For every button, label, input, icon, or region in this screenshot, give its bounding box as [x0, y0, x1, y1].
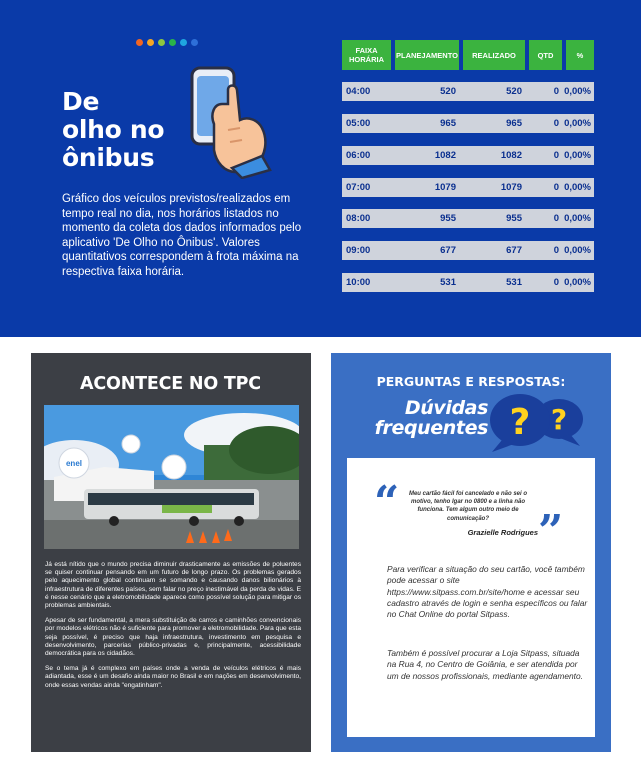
table-row	[342, 146, 594, 165]
cell-hour: 05:00	[346, 118, 371, 129]
color-dot	[136, 39, 143, 46]
faq-kicker: PERGUNTAS E RESPOSTAS:	[376, 374, 566, 389]
cell-done: 520	[506, 86, 522, 97]
hero-description: Gráfico dos veículos previstos/realizados em tempo real no dia, nos horários listados no momento da coleta dos dados informados pelo aplicativo 'De Olho no Ônibus'. Valores quantitativos correspondem à frota máxima na respectiva faixa horária.	[62, 193, 302, 278]
table-row	[342, 178, 594, 197]
quote-open-icon: “	[374, 477, 400, 528]
article-paragraph: Apesar de ser fundamental, a mera substituição de carros e caminhões convencionais por modelos elétricos não é suficiente para promover a eletromobilidade. Para que esta seja possível, é preciso que haja infraestrutura, investimento em pesquisa e desenvolvimento, parcerias público-privadas e, principalmente, acessibilidade democrática para os cidadãos.	[45, 617, 301, 658]
cell-percent: 0,00%	[564, 213, 591, 224]
cell-qtd: 0	[553, 86, 559, 97]
cell-done: 965	[506, 118, 522, 129]
cell-planned: 677	[440, 245, 456, 256]
cell-percent: 0,00%	[564, 182, 591, 193]
cell-hour: 06:00	[346, 150, 371, 161]
svg-text:?: ?	[550, 403, 568, 436]
svg-text:?: ?	[509, 402, 531, 443]
header-realizado: REALIZADO	[463, 40, 525, 70]
cell-qtd: 0	[553, 182, 559, 193]
cell-percent: 0,00%	[564, 245, 591, 256]
color-dot	[147, 39, 154, 46]
table-row	[342, 82, 594, 101]
balloon-logo: enel	[65, 459, 83, 468]
cell-percent: 0,00%	[564, 150, 591, 161]
cell-done: 955	[506, 213, 522, 224]
cell-done: 677	[506, 245, 522, 256]
cell-qtd: 0	[553, 245, 559, 256]
cell-planned: 955	[440, 213, 456, 224]
news-article	[45, 561, 301, 697]
cell-hour: 09:00	[346, 245, 371, 256]
cell-percent: 0,00%	[564, 86, 591, 97]
header-faixa: FAIXA HORÁRIA	[342, 40, 391, 70]
header-planejamento: PLANEJAMENTO	[395, 40, 459, 70]
cell-planned: 1079	[434, 182, 456, 193]
table-row	[342, 273, 594, 292]
cell-done: 531	[506, 277, 522, 288]
cell-hour: 07:00	[346, 182, 371, 193]
faq-answer-paragraph: Também é possível procurar a Loja Sitpass, situada na Rua 4, no Centro de Goiânia, e ser atendida por um de nossos profissionais, mediante agendamento.	[387, 648, 583, 681]
cell-planned: 1082	[434, 150, 456, 161]
color-dots	[136, 39, 198, 46]
faq-question: Meu cartão fácil foi cancelado e não sei o motivo, tenho lgar no 0800 e a linha não funciona. Tem algum outro meio de comunicação?	[408, 491, 528, 522]
table-row	[342, 114, 594, 133]
question-bubbles-icon	[486, 392, 586, 452]
cell-done: 1082	[500, 150, 522, 161]
cell-planned: 531	[440, 277, 456, 288]
article-paragraph: Já está nítido que o mundo precisa diminuir drasticamente as emissões de poluentes se quiser continuar pensando em um futuro de longo prazo. Os problemas gerados pelo aquecimento global continuam se somando e causando danos bilionários à infraestrutura de diferentes países, sem falar no preço inestimável da perda de vidas. E é nesse cenário que a eletromobilidade aparece como possível solução para mitigar os problemas ambientais.	[45, 561, 301, 610]
cell-done: 1079	[500, 182, 522, 193]
color-dot	[191, 39, 198, 46]
bus-photo	[44, 405, 299, 549]
table-row	[342, 209, 594, 228]
cell-hour: 08:00	[346, 213, 371, 224]
cell-qtd: 0	[553, 213, 559, 224]
table-header	[342, 40, 594, 70]
cell-hour: 04:00	[346, 86, 371, 97]
faq-answer-paragraph: Para verificar a situação do seu cartão, você também pode acessar o site https://www.sitpass.com.br/site/home e acessar seu cadastro através de login e senha específicos ou falar no Chat Online do portal Sitpass.	[387, 564, 588, 620]
cell-qtd: 0	[553, 277, 559, 288]
faq-title: Dúvidas frequentes	[374, 397, 488, 439]
color-dot	[180, 39, 187, 46]
cell-percent: 0,00%	[564, 277, 591, 288]
cell-planned: 965	[440, 118, 456, 129]
article-paragraph: Se o tema já é complexo em países onde a venda de veículos elétricos é mais adiantada, esse é um desafio ainda maior no Brasil e em nações em desenvolvimento, onde essas vendas ainda "engatinham".	[45, 665, 301, 689]
cell-planned: 520	[440, 86, 456, 97]
faq-question-author: Grazielle Rodrigues	[467, 528, 538, 537]
hero-title: De olho no ônibus	[62, 87, 165, 172]
header-percent: %	[566, 40, 594, 70]
cell-qtd: 0	[553, 118, 559, 129]
hand-phone-icon	[170, 64, 285, 179]
news-title: ACONTECE NO TPC	[80, 374, 261, 394]
cell-qtd: 0	[553, 150, 559, 161]
header-qtd: QTD	[529, 40, 562, 70]
cell-percent: 0,00%	[564, 118, 591, 129]
color-dot	[169, 39, 176, 46]
cell-hour: 10:00	[346, 277, 371, 288]
fleet-table	[342, 40, 594, 288]
quote-close-icon: ”	[538, 506, 564, 557]
table-row	[342, 241, 594, 260]
color-dot	[158, 39, 165, 46]
